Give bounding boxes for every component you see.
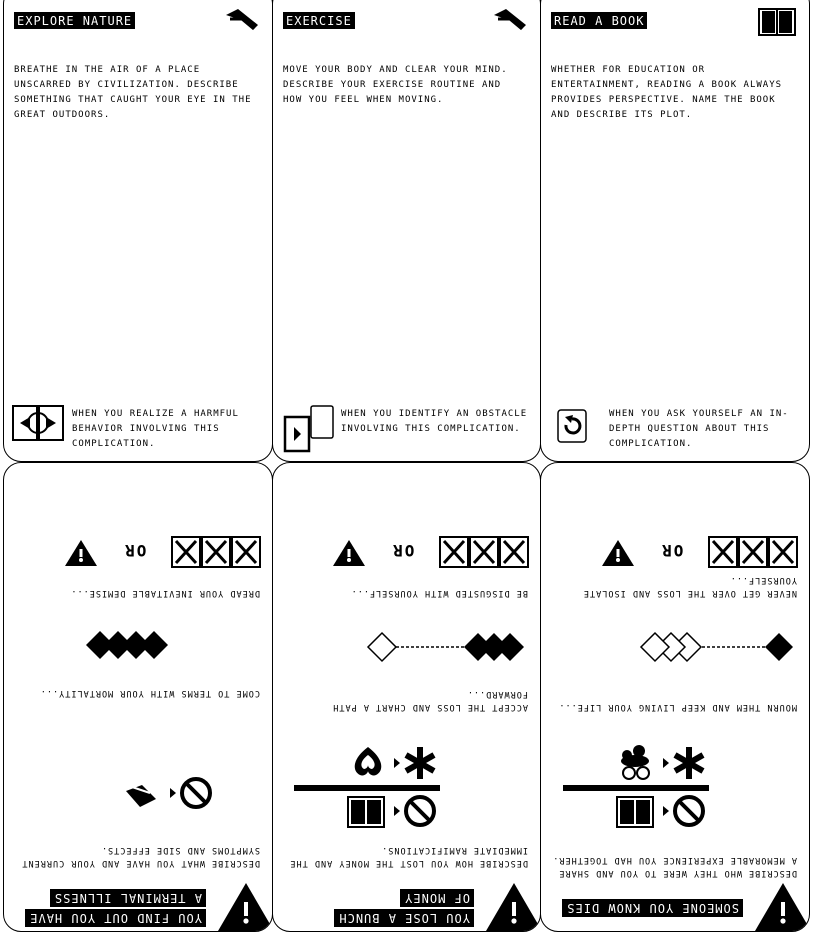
card-label-line: YOU FIND OUT YOU HAVE [25,909,206,927]
diamond-track-icon [360,625,530,665]
stage2-text: ACCEPT THE LOSS AND CHART A PATH FORWARD... [332,689,528,712]
card-label [562,897,743,917]
no-sign-icon [330,787,440,831]
card-body: MOVE YOUR BODY AND CLEAR YOUR MIND. DESCRIBE YOUR EXERCISE ROUTINE AND HOW YOU FEEL WHEN MOVING. [283,65,508,105]
card-label-line: SOMEONE YOU KNOW DIES [562,899,743,917]
activity-card-read-a-book[interactable] [540,0,810,462]
stage3-text: NEVER GET OVER THE LOSS AND ISOLATE YOURSELF... [582,575,797,598]
info-triangle-icon [484,877,541,932]
asterisk-people-icon [599,739,709,783]
complication-card-someone-dies[interactable] [540,462,810,932]
or-choice-row [63,533,262,569]
or-label: OR [123,541,147,561]
card-footer [549,405,803,449]
cycle-arrows-icon [12,405,64,445]
book-icon [757,7,797,41]
card-label-line: A TERMINAL ILLNESS [50,889,206,907]
or-choice-row [600,533,799,569]
card-footer [12,405,266,449]
or-label: OR [660,541,684,561]
diamond-track-icon [72,623,172,663]
stage3-text: DREAD YOUR INEVITABLE DEMISE... [70,588,260,598]
shoe-icon [492,7,528,37]
play-cards-icon [281,405,337,457]
activity-card-exercise[interactable] [272,0,541,462]
stage2-text: COME TO TERMS WITH YOUR MORTALITY... [39,688,260,698]
card-footer [281,405,535,449]
describe-text: DESCRIBE WHAT YOU HAVE AND YOUR CURRENT SYMPTOMS AND SIDE EFFECTS. [21,845,260,868]
card-label [25,887,206,927]
card-label [334,887,474,927]
card-footer-text: WHEN YOU REALIZE A HARMFUL BEHAVIOR INVOLVING THIS COMPLICATION. [72,409,239,449]
activity-card-explore-nature[interactable] [3,0,273,462]
card-body: WHETHER FOR EDUCATION OR ENTERTAINMENT, READING A BOOK ALWAYS PROVIDES PERSPECTIVE. NAME THE BOOK AND DESCRIBE ITS PLOT. [551,65,783,120]
stage3-text: BE DISGUSTED WITH YOURSELF... [350,588,528,598]
divider [563,785,709,791]
stage2-text: MOURN THEM AND KEEP LIVING YOUR LIFE... [558,702,797,712]
no-sign-icon [116,769,216,813]
describe-text: DESCRIBE HOW YOU LOST THE MONEY AND THE IMMEDIATE RAMIFICATIONS. [289,845,528,868]
card-title: EXERCISE [283,12,355,29]
info-triangle-icon [753,877,810,932]
card-title: READ A BOOK [551,12,647,29]
rotate-arrow-icon [557,409,587,447]
asterisk-heart-icon [330,739,440,783]
info-triangle-icon [216,877,273,932]
complication-card-lose-money[interactable] [272,462,541,932]
no-sign-icon [599,787,709,831]
card-footer-text: WHEN YOU ASK YOURSELF AN IN-DEPTH QUESTION ABOUT THIS COMPLICATION. [609,409,789,449]
leaf-icon [224,7,260,37]
card-footer-text: WHEN YOU IDENTIFY AN OBSTACLE INVOLVING THIS COMPLICATION. [341,409,528,434]
or-label: OR [391,541,415,561]
or-choice-row [331,533,530,569]
describe-text: DESCRIBE WHO THEY WERE TO YOU AND SHARE A MEMORABLE EXPERIENCE YOU HAD TOGETHER. [552,855,797,878]
card-label-line: YOU LOSE A BUNCH [334,909,474,927]
card-body: BREATHE IN THE AIR OF A PLACE UNSCARRED BY CIVILIZATION. DESCRIBE SOMETHING THAT CAUGHT YOUR EYE IN THE GREAT OUTDOORS. [14,65,252,120]
info-triangle-icon [63,534,99,568]
info-triangle-icon [600,534,636,568]
diamond-track-icon [629,625,799,665]
card-title: EXPLORE NATURE [14,12,135,29]
card-label-line: OF MONEY [400,889,474,907]
complication-card-terminal-illness[interactable] [3,462,273,932]
divider [294,785,440,791]
info-triangle-icon [331,534,367,568]
